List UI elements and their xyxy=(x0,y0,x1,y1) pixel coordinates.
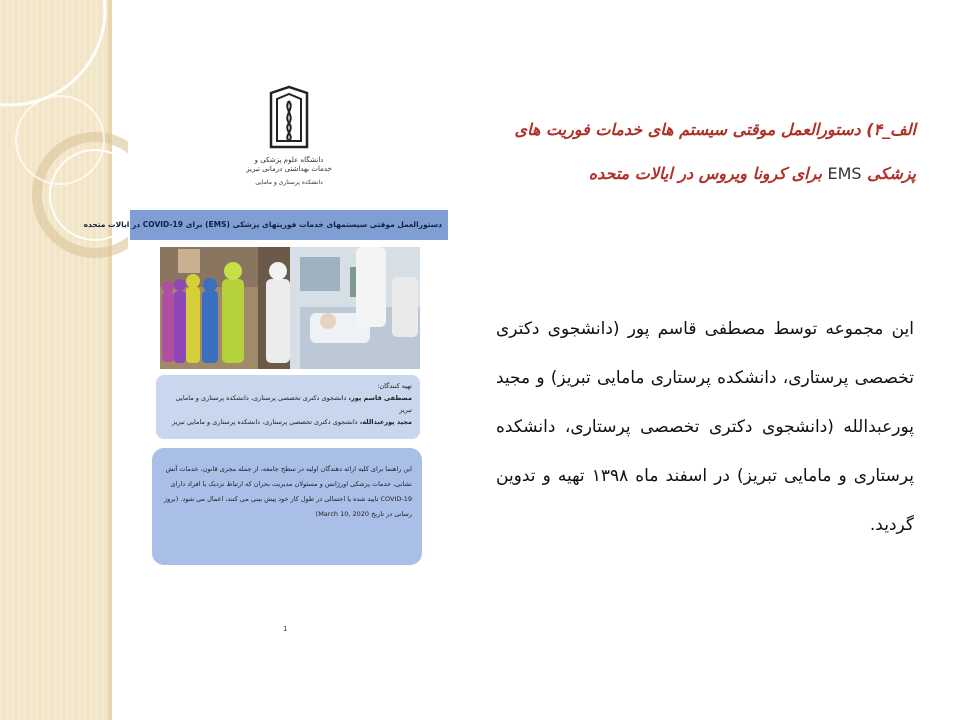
author-2-desc: دانشجوی دکتری تخصصی پرستاری، دانشکده پرستاری و مامایی تبریز xyxy=(172,418,358,426)
preparers-label: تهیه کنندگان: xyxy=(377,382,412,390)
preparers-box xyxy=(156,375,420,439)
author-1-desc: دانشجوی دکتری تخصصی پرستاری، دانشکده پرستاری و مامایی تبریز xyxy=(175,394,412,414)
author-1-name: مصطفی قاسم پور، xyxy=(348,394,412,402)
ems-staff-photo xyxy=(160,247,420,369)
heading-prefix: الف_۴) دستورالعمل موقتی سیستم های خدمات فوریت های پزشکی xyxy=(514,120,916,183)
author-1 xyxy=(164,392,412,416)
document-page-number: 1 xyxy=(283,625,288,633)
emblem-faculty-name: دانشکده پرستاری و مامایی xyxy=(255,179,323,186)
author-2 xyxy=(164,416,412,428)
band-edge xyxy=(108,0,112,720)
document-thumbnail xyxy=(83,60,450,660)
guidance-box: این راهنما برای کلیه ارائه دهندگان اولیه در سطح جامعه، از جمله مجری قانون، خدمات آتش نشانی، خدمات پزشکی اورژانس و مسئولان مدیریت بحران که ارتباط نزدیک با افراد دارای COVID-19 تایید شده یا احتمالی در طول کار خود پیش بینی می کنند، اعمال می شود. (بروز رسانی در تاریخ March 10, 2020) xyxy=(152,448,422,565)
heading-suffix: برای کرونا ویروس در ایالات متحده xyxy=(588,164,822,183)
slide-heading xyxy=(480,108,916,196)
slide-body-text: این مجموعه توسط مصطفی قاسم پور (دانشجوی دکتری تخصصی پرستاری، دانشکده پرستاری مامایی تبریز) و مجید پورعبدالله (دانشجوی دکتری تخصصی پرستاری، دانشکده پرستاری و مامایی تبریز) در اسفند ماه ۱۳۹۸ تهیه و تدوین گردید. xyxy=(496,319,914,535)
university-emblem-icon xyxy=(265,85,313,153)
document-title-bar: دستورالعمل موقتی سیستمهای خدمات فوریتهای پزشکی (EMS) برای COVID-19 در ایالات متحده xyxy=(130,210,448,240)
emblem-university-name: دانشگاه علوم پزشکی و خدمات بهداشتی درمانی تبریز xyxy=(246,156,332,173)
heading-ems: EMS xyxy=(827,164,862,183)
decorative-left-band xyxy=(0,0,108,720)
author-2-name: مجید پورعبدالله، xyxy=(359,418,412,426)
